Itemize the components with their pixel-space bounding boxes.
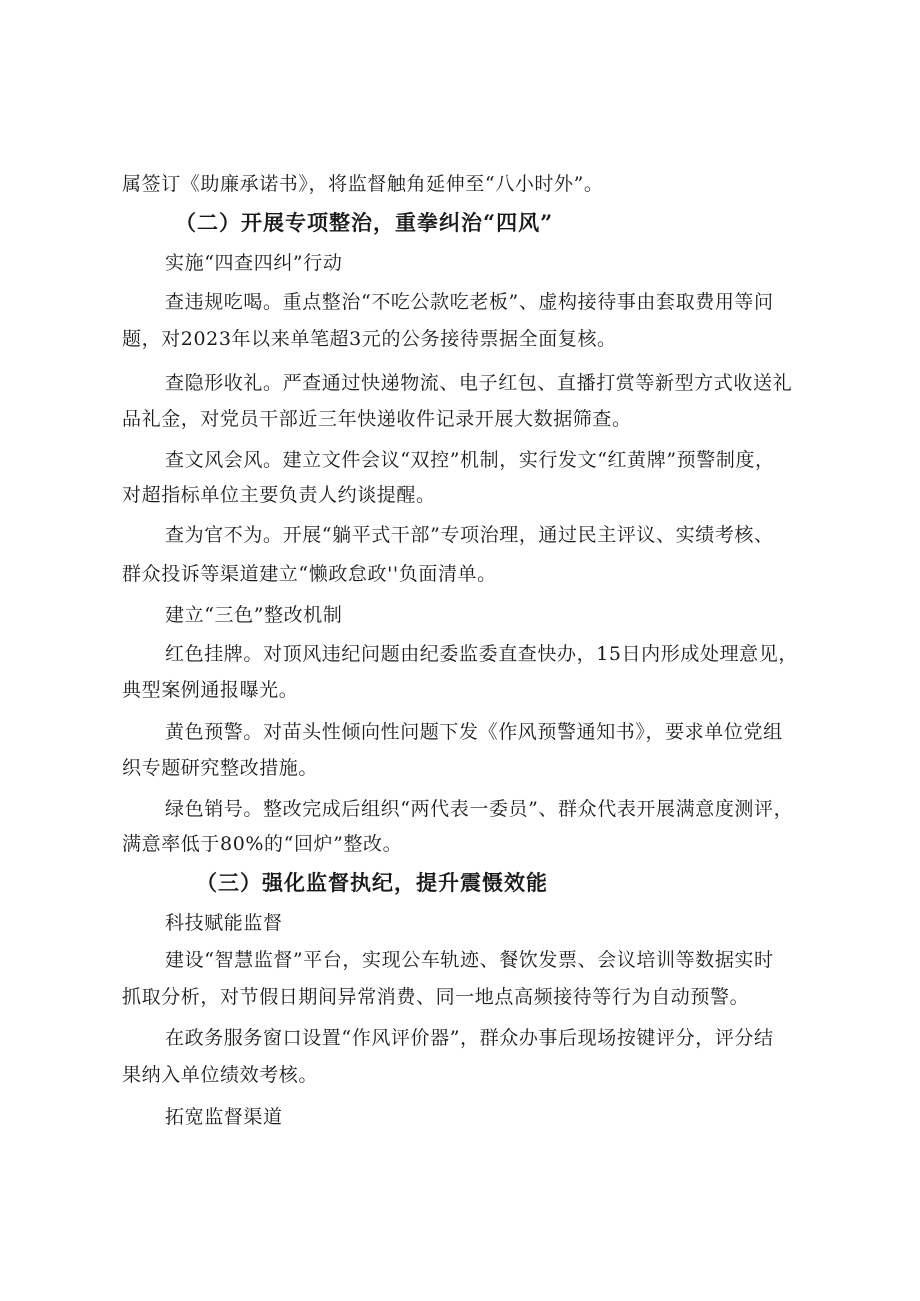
subsection-title: 拓宽监督渠道 bbox=[165, 1106, 283, 1128]
subsection-title: 建立“三色”整改机制 bbox=[165, 604, 343, 626]
paragraph-line: 查隐形收礼。严查通过快递物流、电子红包、直播打赏等新型方式收送礼 bbox=[165, 372, 793, 394]
subsection-title: 实施“四查四纠”行动 bbox=[165, 252, 343, 274]
paragraph-line: 织专题研究整改措施。 bbox=[122, 757, 319, 779]
paragraph-line: 对超指标单位主要负责人约谈提醒。 bbox=[122, 484, 436, 506]
section-heading: （二）开展专项整治，重拳纠治“四风” bbox=[175, 210, 554, 235]
paragraph-line: 黄色预警。对苗头性倾向性问题下发《作风预警通知书》，要求单位党组 bbox=[165, 721, 783, 743]
paragraph-line: 建设“智慧监督”平台，实现公车轨迹、餐饮发票、会议培训等数据实时 bbox=[165, 949, 774, 971]
paragraph-line: 群众投诉等渠道建立“懒政怠政''负面清单。 bbox=[122, 563, 497, 585]
paragraph-line: 果纳入单位绩效考核。 bbox=[122, 1064, 319, 1086]
paragraph-line: 红色挂牌。对顶风违纪问题由纪委监委直查快办，15日内形成处理意见， bbox=[165, 643, 798, 665]
paragraph-line: 满意率低于80%的“回炉”整改。 bbox=[122, 833, 403, 855]
subsection-title: 科技赋能监督 bbox=[165, 912, 283, 934]
paragraph-line: 典型案例通报曝光。 bbox=[122, 679, 299, 701]
paragraph-line: 绿色销号。整改完成后组织“两代表一委员”、群众代表开展满意度测评， bbox=[165, 798, 794, 820]
paragraph-line: 品礼金，对党员干部近三年快递收件记录开展大数据筛查。 bbox=[122, 408, 632, 430]
paragraph-line: 查文风会风。建立文件会议“双控”机制，实行发文“红黄牌”预警制度， bbox=[165, 449, 775, 471]
section-heading: （三）强化监督执纪，提升震慑效能 bbox=[196, 870, 548, 895]
paragraph-line: 查为官不为。开展“躺平式干部”专项治理，通过民主评议、实绩考核、 bbox=[165, 524, 774, 546]
paragraph-line: 题，对2023年以来单笔超3元的公务接待票据全面复核。 bbox=[122, 328, 617, 350]
paragraph-line: 在政务服务窗口设置“作风评价器”，群众办事后现场按键评分，评分结 bbox=[165, 1027, 774, 1049]
paragraph-line: 属签订《助廉承诺书》，将监督触角延伸至“八小时外”。 bbox=[122, 173, 604, 195]
paragraph-line: 抓取分析，对节假日期间异常消费、同一地点高频接待等行为自动预警。 bbox=[122, 986, 750, 1008]
paragraph-line: 查违规吃喝。重点整治“不吃公款吃老板”、虚构接待事由套取费用等问 bbox=[165, 291, 774, 313]
